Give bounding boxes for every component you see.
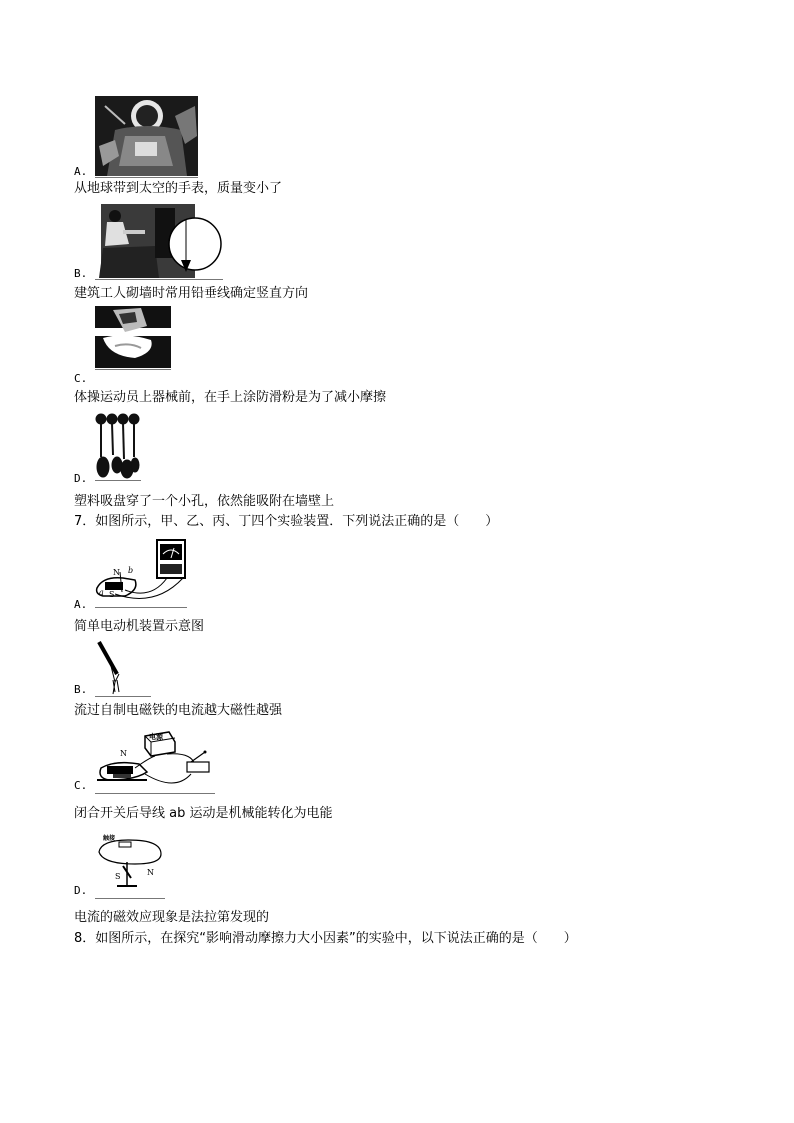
q7-option-a-underline [95,607,187,608]
q7-d-label-top: 触接 [103,835,116,842]
q7-d-label-n: N [147,868,154,877]
option-b-text: 建筑工人砌墙时常用铅垂线确定竖直方向 [74,286,309,301]
q7-option-c-text: 闭合开关后导线 ab 运动是机械能转化为电能 [74,806,333,821]
q7-a-label-a: a [99,588,104,597]
option-a-image-underline [95,177,198,178]
q7-d-label-s: S [115,872,121,881]
q7-option-b-electromagnet-diagram [95,640,151,696]
option-d-image-underline [95,480,141,481]
q7-option-b-underline [95,696,151,697]
q7-option-a-letter: A. [74,598,88,611]
q7-option-c-letter: C. [74,779,88,792]
option-c-text: 体操运动员上器械前，在手上涂防滑粉是为了减小摩擦 [74,390,387,405]
option-c-letter: C. [74,372,88,385]
q7-option-c-circuit-diagram [95,728,215,792]
q7-a-label-n: N [113,568,120,577]
q7-option-b-letter: B. [74,683,88,696]
q7-option-d-underline [95,898,165,899]
q7-c-label-n: N [120,749,127,758]
option-b-image-underline [95,279,223,280]
q7-option-d-letter: D. [74,884,88,897]
q7-option-c-underline [95,793,215,794]
question-7-stem: 7．如图所示，甲、乙、丙、丁四个实验装置．下列说法正确的是（ ） [74,514,499,529]
option-b-letter: B. [74,267,88,280]
question-8-stem: 8．如图所示，在探究“影响滑动摩擦力大小因素”的实验中，以下说法正确的是（ ） [74,931,577,946]
q7-option-d-text: 电流的磁效应现象是法拉第发现的 [74,910,270,925]
option-b-plumb-line-photo [95,204,223,278]
q7-a-label-s: S [109,590,115,599]
q7-option-a-text: 简单电动机装置示意图 [74,619,205,634]
q7-a-label-b: b [128,566,134,575]
option-a-text: 从地球带到太空的手表，质量变小了 [74,181,283,196]
option-d-text: 塑料吸盘穿了一个小孔，依然能吸附在墙壁上 [74,494,335,509]
q7-c-label-power: 电源 [149,733,163,741]
option-d-letter: D. [74,472,88,485]
option-a-letter: A. [74,165,88,178]
option-a-astronaut-photo [95,96,198,176]
option-d-suction-cups-photo [95,413,141,479]
q7-option-d-oersted-diagram [95,832,165,898]
q7-option-b-text: 流过自制电磁铁的电流越大磁性越强 [74,703,283,718]
q7-option-a-motor-diagram [95,538,187,606]
option-c-image-underline [95,369,171,370]
option-c-gymnast-chalk-photo [95,306,171,368]
